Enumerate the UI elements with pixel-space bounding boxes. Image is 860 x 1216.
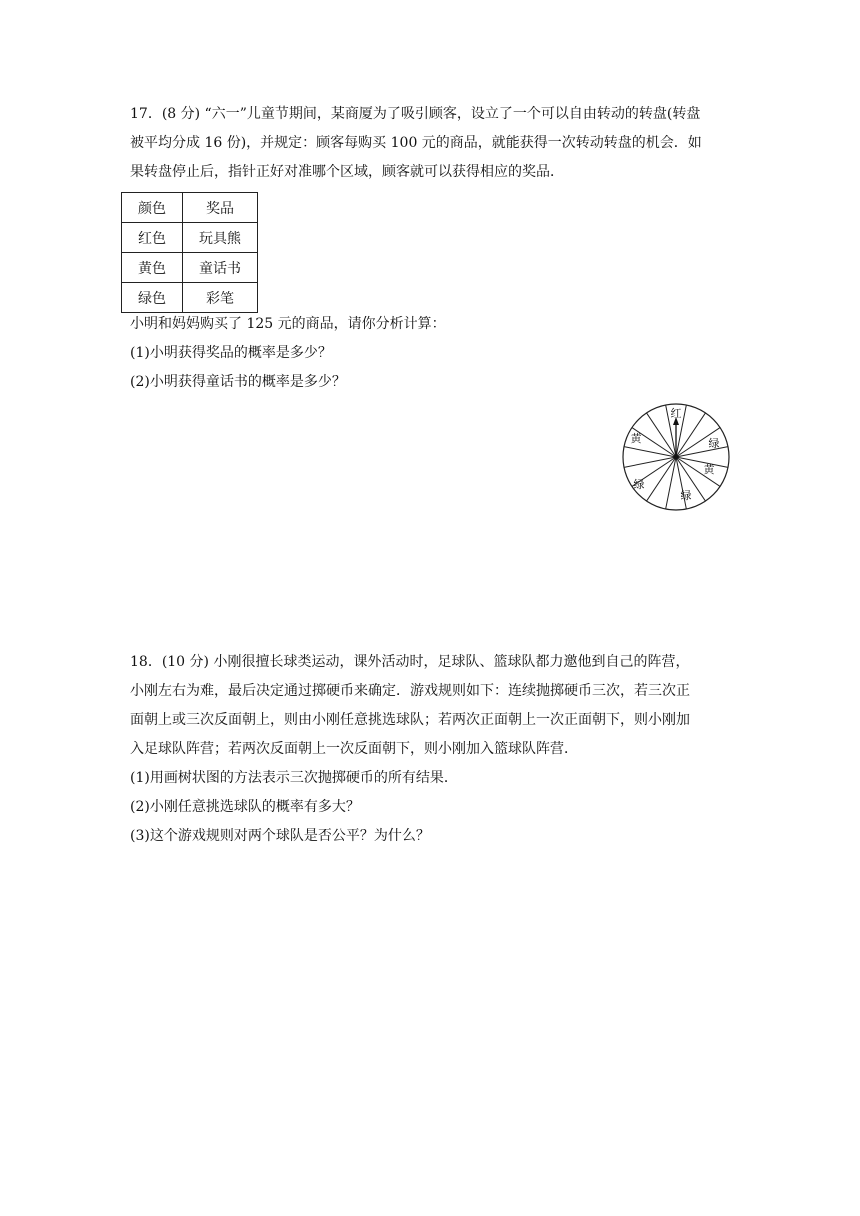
q18-sub-question-2: (2)小刚任意挑选球队的概率有多大？ <box>130 799 360 815</box>
prize-table <box>121 192 258 313</box>
table-cell: 彩笔 <box>183 283 258 313</box>
spinner-label: 绿 <box>708 437 720 450</box>
spinner-label: 绿 <box>633 478 645 491</box>
q17-line-1: 17．(8 分) “六一”儿童节期间，某商厦为了吸引顾客，设立了一个可以自由转动的转盘(转盘 <box>130 106 701 122</box>
table-header-color: 颜色 <box>122 193 183 223</box>
q18-line-3: 面朝上或三次反面朝上，则由小刚任意挑选球队；若两次正面朝上一次正面朝下，则小刚加 <box>130 712 690 728</box>
q18-line-2: 小刚左右为难，最后决定通过掷硬币来确定．游戏规则如下：连续抛掷硬币三次，若三次正 <box>130 683 690 699</box>
q18-line-1: 18．(10 分) 小刚很擅长球类运动，课外活动时，足球队、篮球队都力邀他到自己的阵营， <box>130 654 690 670</box>
table-cell: 红色 <box>122 223 183 253</box>
table-header-prize: 奖品 <box>183 193 258 223</box>
table-cell: 黄色 <box>122 253 183 283</box>
q17-sub-question-2: (2)小明获得童话书的概率是多少？ <box>130 374 346 390</box>
q17-line-2: 被平均分成 16 份)，并规定：顾客每购买 100 元的商品，就能获得一次转动转盘的机会．如 <box>130 135 702 151</box>
spinner-label: 黄 <box>703 463 715 476</box>
table-row <box>122 253 258 283</box>
spinner-label: 绿 <box>680 489 692 502</box>
table-cell: 玩具熊 <box>183 223 258 253</box>
spinner-label: 红 <box>670 407 682 420</box>
table-row <box>122 223 258 253</box>
spinner-diagram <box>619 402 735 512</box>
q18-sub-question-1: (1)用画树状图的方法表示三次抛掷硬币的所有结果． <box>130 770 458 786</box>
table-cell: 绿色 <box>122 283 183 313</box>
table-header-row <box>122 193 258 223</box>
spinner-label: 黄 <box>630 432 642 445</box>
q18-sub-question-3: (3)这个游戏规则对两个球队是否公平？为什么？ <box>130 828 430 844</box>
table-row <box>122 283 258 313</box>
table-cell: 童话书 <box>183 253 258 283</box>
q17-after-table: 小明和妈妈购买了 125 元的商品，请你分析计算： <box>130 316 446 332</box>
q17-sub-question-1: (1)小明获得奖品的概率是多少？ <box>130 345 332 361</box>
q18-line-4: 入足球队阵营；若两次反面朝上一次反面朝下，则小刚加入篮球队阵营． <box>130 741 578 757</box>
q17-line-3: 果转盘停止后，指针正好对准哪个区域，顾客就可以获得相应的奖品． <box>130 164 564 180</box>
